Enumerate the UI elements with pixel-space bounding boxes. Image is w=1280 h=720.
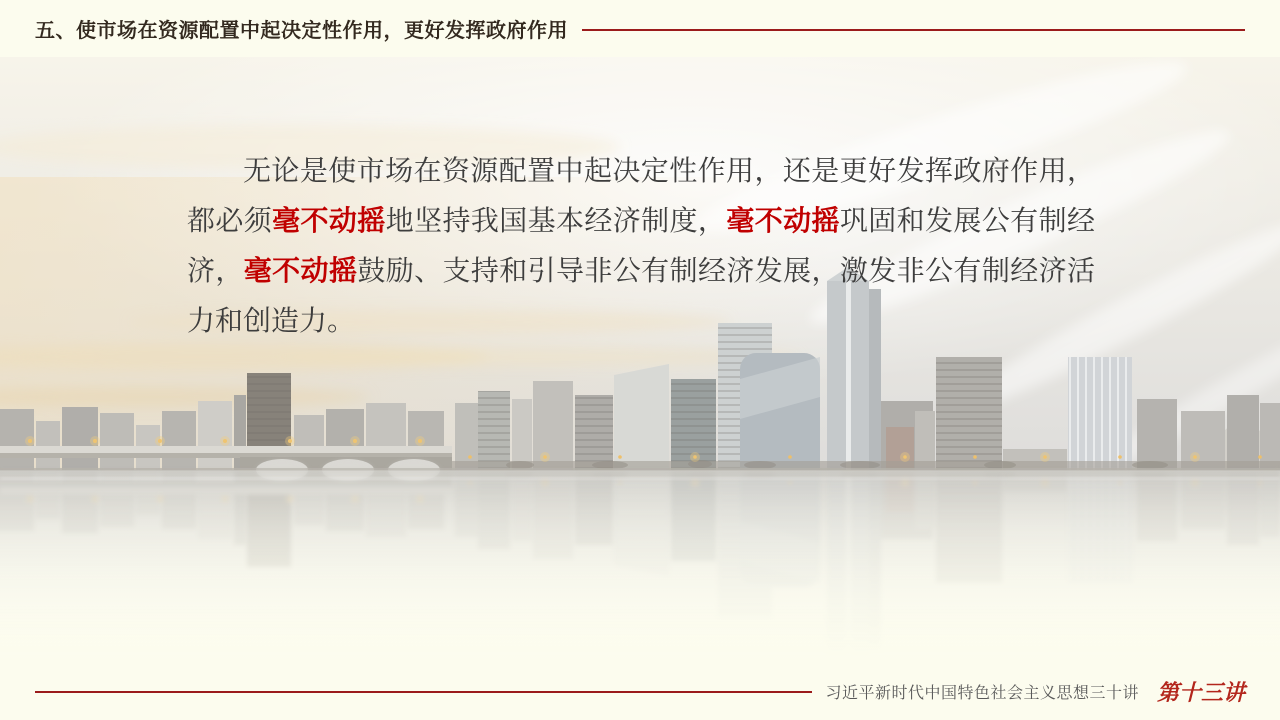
paragraph-segment: 巩固和发展公有制经济， xyxy=(187,205,1095,286)
paragraph-segment: 地坚持我国基本经济制度， xyxy=(385,205,727,236)
emphasis-text: 毫不动摇 xyxy=(726,205,840,236)
page-title: 五、使市场在资源配置中起决定性作用，更好发挥政府作用 xyxy=(35,20,568,42)
slide-footer xyxy=(0,662,1280,720)
lecture-number: 第十三讲 xyxy=(1156,679,1245,706)
paragraph-segment: 鼓励、支持和引导非公有制经济发展，激发非公有制经济活力和创造力。 xyxy=(187,255,1095,336)
course-title: 习近平新时代中国特色社会主义思想三十讲 xyxy=(825,684,1139,702)
slide-header xyxy=(0,0,1280,57)
emphasis-text: 毫不动摇 xyxy=(272,205,386,236)
footer-rule xyxy=(35,691,812,693)
slide-main xyxy=(0,57,1280,662)
emphasis-text: 毫不动摇 xyxy=(243,255,358,286)
header-rule xyxy=(582,29,1245,31)
body-paragraph xyxy=(187,146,1095,346)
paragraph-segment: 无论是使市场在资源配置中起决定性作用，还是更好发挥政府作用，都必须 xyxy=(187,155,1095,236)
